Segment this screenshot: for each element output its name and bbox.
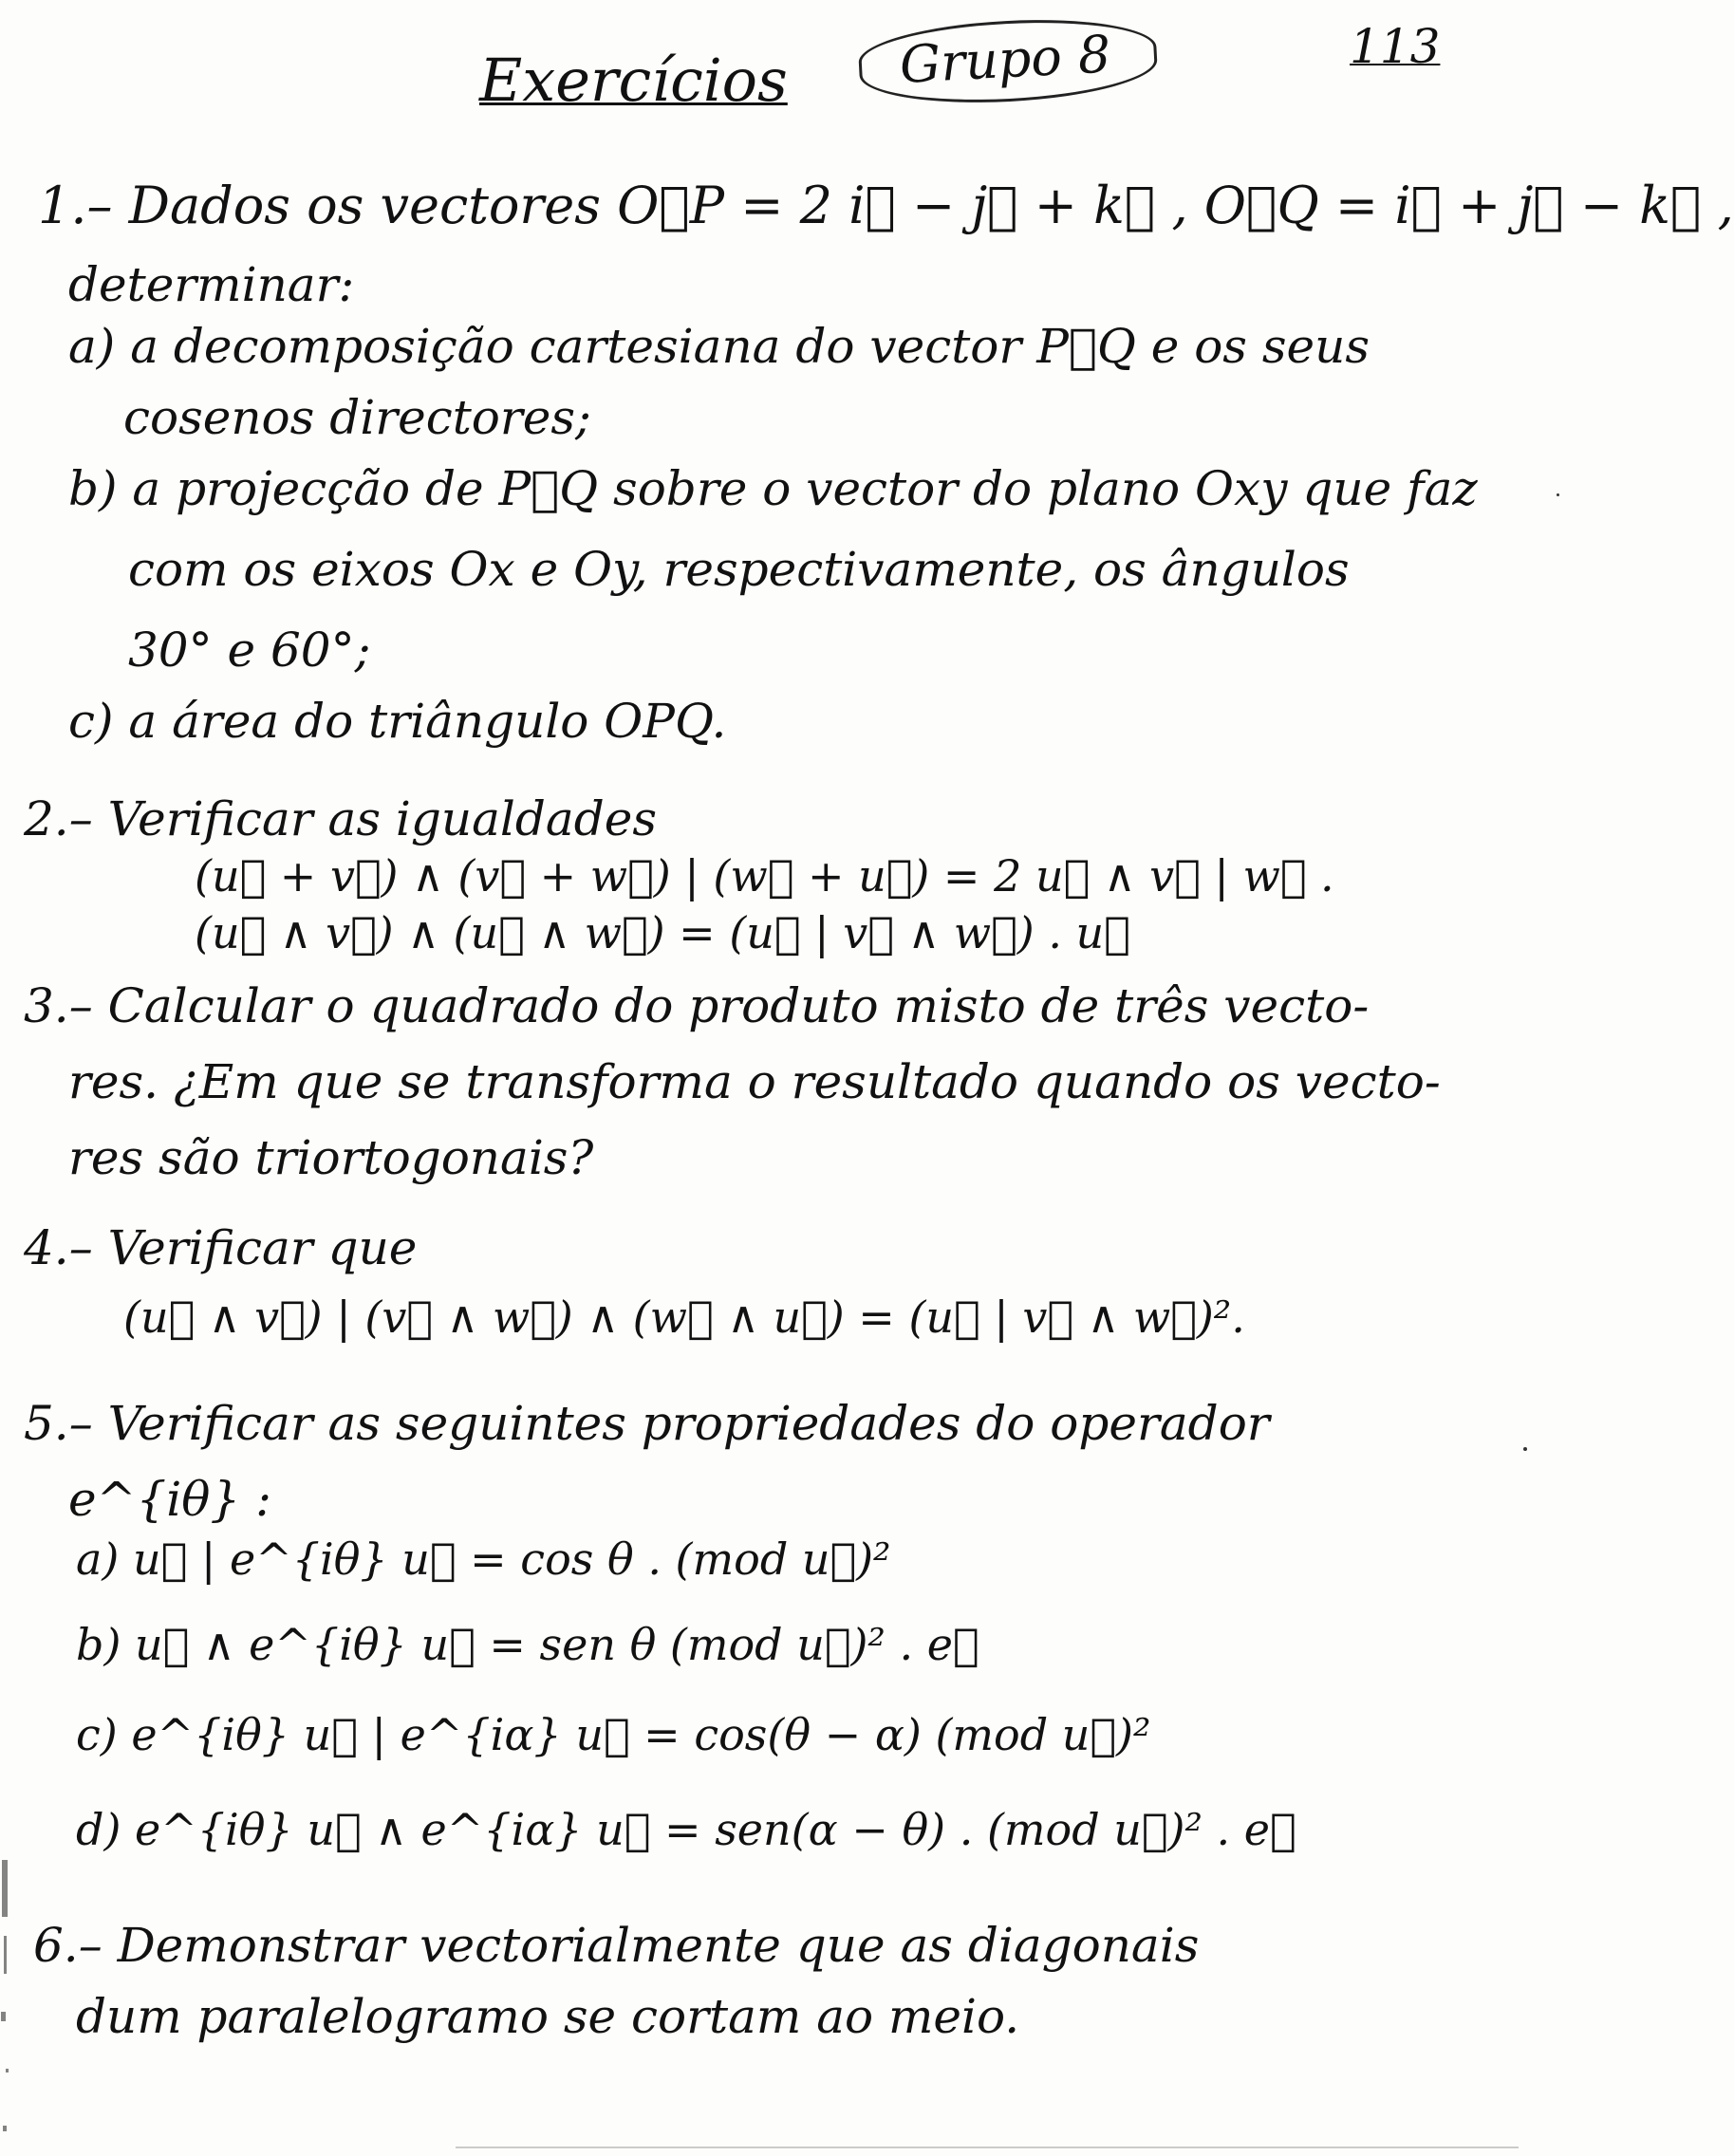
exercise-1a-line-2: cosenos directores;: [123, 390, 591, 445]
exercise-1b-line-1: b) a projecção de P⃗Q sobre o vector do plano Oxy que faz: [68, 461, 1478, 516]
exercise-5c: c) e^{iθ} u⃗ | e^{iα} u⃗ = cos(θ − α) (mod u⃗)²: [76, 1709, 1151, 1760]
scan-noise-decoration: [0, 1822, 38, 2156]
exercise-6-line-1: 6.– Demonstrar vectorialmente que as diagonais: [33, 1918, 1200, 1973]
exercise-1-determine: determinar:: [68, 257, 355, 312]
scan-bottom-edge: [456, 2147, 1519, 2148]
exercise-4-identity: (u⃗ ∧ v⃗) | (v⃗ ∧ w⃗) ∧ (w⃗ ∧ u⃗) = (u⃗ | v⃗ ∧ w⃗)².: [123, 1292, 1245, 1343]
exercise-5b: b) u⃗ ∧ e^{iθ} u⃗ = sen θ (mod u⃗)² . e⃗: [76, 1619, 979, 1670]
exercise-2-identity-1: (u⃗ + v⃗) ∧ (v⃗ + w⃗) | (w⃗ + u⃗) = 2 u⃗ ∧ v⃗ | w⃗ .: [195, 850, 1334, 901]
exercise-1b-line-2: com os eixos Ox e Oy, respectivamente, os ângulos: [128, 542, 1350, 597]
exercise-1a-line-1: a) a decomposição cartesiana do vector P⃗Q e os seus: [68, 319, 1370, 374]
exercise-3-line-3: res são triortogonais?: [68, 1130, 594, 1185]
exercise-2-identity-2: (u⃗ ∧ v⃗) ∧ (u⃗ ∧ w⃗) = (u⃗ | v⃗ ∧ w⃗) . u⃗: [195, 907, 1130, 958]
scan-speck: [1557, 493, 1559, 496]
exercise-2-statement: 2.– Verificar as igualdades: [24, 791, 657, 846]
exercise-1-statement: 1.– Dados os vectores O⃗P = 2 i⃗ − j⃗ + k⃗ , O⃗Q = i⃗ + j⃗ − k⃗ ,: [38, 176, 1734, 235]
page-title: Exercícios: [479, 46, 788, 115]
exercise-6-line-2: dum paralelogramo se cortam ao meio.: [76, 1989, 1020, 2044]
scan-speck: [1523, 1447, 1527, 1451]
group-label: Grupo 8: [857, 13, 1159, 109]
exercise-4-statement: 4.– Verificar que: [24, 1220, 418, 1275]
exercise-1b-line-3: 30° e 60°;: [128, 623, 371, 678]
exercise-5-statement: 5.– Verificar as seguintes propriedades do operador: [24, 1396, 1270, 1451]
exercise-1c: c) a área do triângulo OPQ.: [68, 694, 727, 749]
exercise-5-operator: e^{iθ} :: [68, 1472, 271, 1527]
page-number: 113: [1350, 19, 1441, 74]
exercise-5a: a) u⃗ | e^{iθ} u⃗ = cos θ . (mod u⃗)²: [76, 1533, 891, 1585]
exercise-3-line-1: 3.– Calcular o quadrado do produto misto de três vecto-: [24, 978, 1370, 1033]
exercise-3-line-2: res. ¿Em que se transforma o resultado quando os vecto-: [68, 1054, 1441, 1109]
exercise-5d: d) e^{iθ} u⃗ ∧ e^{iα} u⃗ = sen(α − θ) . (mod u⃗)² . e⃗: [76, 1804, 1296, 1855]
